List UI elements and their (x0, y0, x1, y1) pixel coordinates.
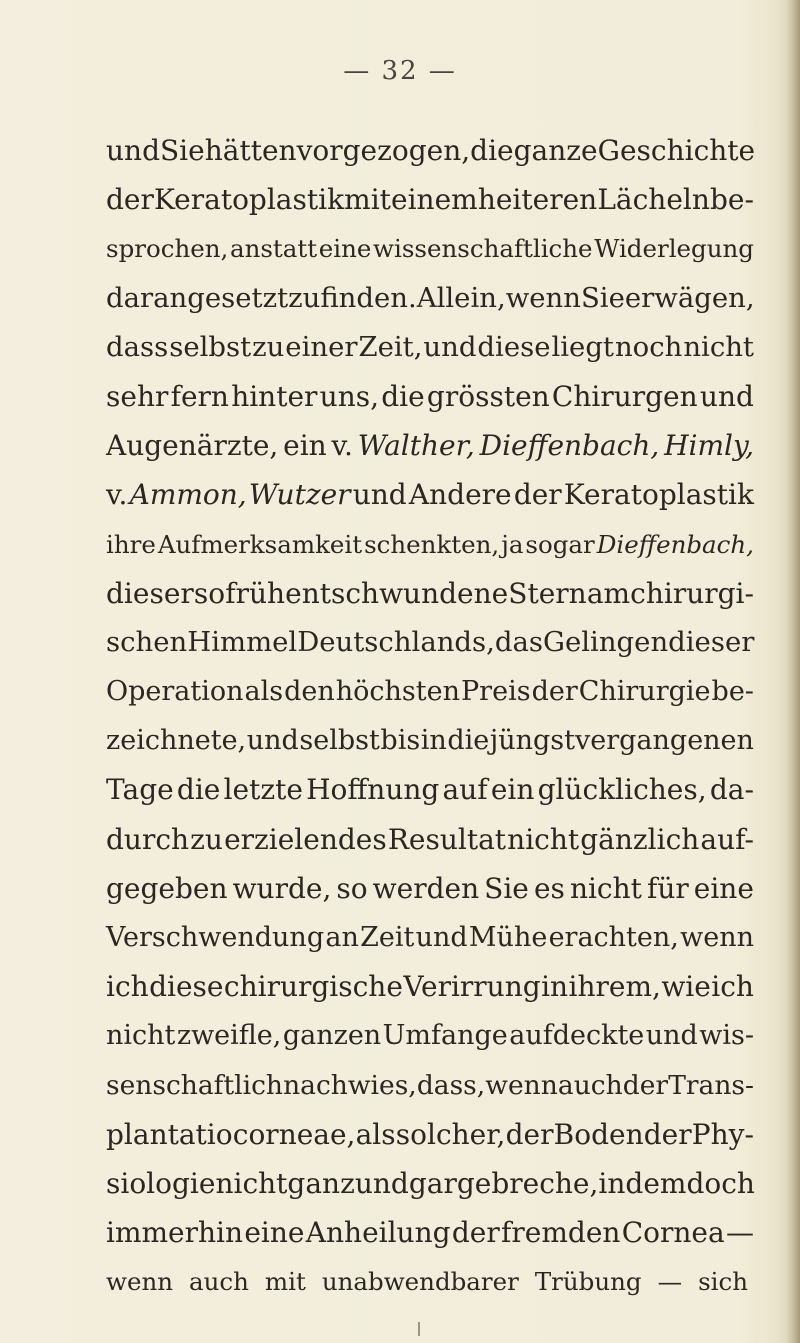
word: Keratoplastik (154, 183, 345, 217)
word: Sie (484, 871, 529, 905)
word: entschwundene (285, 576, 509, 610)
text-line (106, 716, 754, 765)
word: doch (686, 1166, 755, 1200)
word: der (106, 183, 154, 217)
word: Chirurgie (578, 676, 711, 708)
text-line (106, 126, 754, 175)
word: eine (244, 1216, 305, 1250)
text-line (106, 372, 754, 421)
word: dieser (106, 576, 194, 610)
word: Sie (580, 281, 625, 314)
word: ihre (106, 529, 156, 559)
word: und (106, 134, 160, 167)
body-text (106, 126, 754, 1307)
word: Andere (408, 478, 512, 512)
word: gar (408, 1166, 457, 1200)
word: bis (380, 725, 421, 757)
word: der (531, 676, 578, 708)
word: fern (170, 379, 229, 413)
word: das (494, 625, 544, 658)
word: Himly, (664, 429, 754, 463)
word: die (176, 773, 221, 807)
word: wenn (505, 281, 581, 314)
text-line (106, 175, 754, 224)
word: zu (288, 281, 321, 314)
paper-speck (418, 1322, 420, 1336)
word: wurde, (232, 871, 332, 905)
text-line (106, 962, 754, 1011)
word: Umfange (382, 1020, 508, 1052)
word: zweifle, (176, 1020, 282, 1052)
word: Boden (553, 1117, 644, 1151)
word: Cornea (621, 1216, 725, 1250)
word: Mühe (468, 922, 548, 953)
word: wenn (680, 922, 754, 953)
word: ein (283, 429, 327, 463)
word: chirurgi- (630, 576, 754, 610)
word: nachwies, (283, 1069, 417, 1101)
text-line (106, 618, 754, 667)
word: nicht (106, 1020, 176, 1052)
text-line (106, 421, 754, 470)
word: sprochen, (106, 234, 229, 264)
word: Zeit, (358, 330, 423, 363)
word: nicht (507, 822, 580, 856)
text-line (106, 1011, 754, 1060)
word: die (381, 379, 425, 413)
text-line (106, 470, 754, 519)
word: und (645, 1020, 698, 1052)
word: höchsten (335, 676, 461, 708)
word: zu (252, 330, 285, 363)
word: nicht (683, 330, 754, 363)
word: Trans- (668, 1069, 754, 1101)
word: Trübung (534, 1267, 642, 1297)
word: diese (149, 970, 224, 1004)
word: heiteren (477, 183, 598, 217)
word: wissenschaftliche (373, 234, 593, 264)
word: plantatio (106, 1117, 233, 1151)
word: wenn (485, 1069, 558, 1101)
page-number: — 32 — (343, 56, 457, 86)
word: chirurgische (223, 970, 403, 1004)
word: als (244, 676, 284, 708)
word: fremden (501, 1216, 621, 1250)
word: und (352, 478, 407, 512)
word: be- (711, 676, 754, 708)
word: erzielendes (224, 822, 387, 856)
word: dass (106, 330, 169, 363)
word: Ammon, (129, 478, 247, 512)
word: schen (106, 625, 188, 658)
word: Zeit (360, 922, 415, 953)
word: grössten (426, 379, 550, 413)
word: sich (698, 1267, 749, 1297)
word: mit (264, 1267, 306, 1297)
word: die (447, 725, 490, 757)
word: zeichnete, (106, 725, 247, 757)
word: aufdeckte (509, 1020, 645, 1052)
word: am (586, 576, 631, 610)
word: früh (225, 576, 286, 610)
word: uns, (319, 379, 379, 413)
word: Verschwendung (106, 922, 325, 953)
word: werden (372, 871, 480, 905)
word: eine (693, 871, 754, 905)
word: und (699, 379, 754, 413)
word: Geschichte (597, 134, 756, 167)
text-line (106, 224, 754, 273)
word: ein (490, 773, 535, 807)
word: immerhin (106, 1216, 244, 1250)
word: v. (106, 478, 128, 512)
word: es (533, 871, 565, 905)
word: auch (557, 1069, 623, 1101)
word: — (657, 1267, 683, 1297)
word: und (354, 1166, 409, 1200)
word: ihrem, (568, 970, 661, 1004)
word: hinter (231, 379, 318, 413)
word: Himmel (187, 625, 298, 658)
word: sehr (106, 379, 169, 413)
word: Gelingen (543, 625, 669, 658)
word: jüngstvergangenen (489, 725, 754, 757)
word: gebreche, (456, 1166, 599, 1200)
word: mit (344, 183, 391, 217)
word: ja (501, 529, 524, 559)
word: zu (190, 822, 223, 856)
text-line (106, 274, 754, 323)
text-line (106, 765, 754, 814)
word: an (325, 922, 359, 953)
word: letzte (223, 773, 303, 807)
word: vorgezogen, (296, 134, 471, 167)
word: der (513, 478, 562, 512)
word: Wutzer (248, 478, 351, 512)
word: wis- (699, 1020, 754, 1052)
word: gänzlich (580, 822, 700, 856)
word: durch (106, 822, 190, 856)
text-line (106, 864, 754, 913)
word: Dieffenbach, (479, 429, 660, 463)
word: Anheilung (305, 1216, 451, 1250)
word: diese (477, 330, 551, 363)
word: corneae, (232, 1117, 356, 1151)
word: senschaftlich (106, 1069, 283, 1101)
word: und (246, 725, 299, 757)
word: siologie (106, 1166, 216, 1200)
text-line (106, 815, 754, 864)
word: sogar (525, 529, 595, 559)
word: der (451, 1216, 500, 1250)
text-line (106, 1061, 754, 1110)
word: selbst (169, 330, 252, 363)
text-line (106, 1110, 754, 1159)
word: ganze (513, 134, 598, 167)
word: noch (614, 330, 683, 363)
word: anstatt (229, 234, 318, 264)
word: und (415, 922, 468, 953)
word: Lächeln (597, 183, 710, 217)
word: so (336, 871, 368, 905)
word: — (726, 1216, 754, 1250)
word: für (646, 871, 689, 905)
word: erachten, (548, 922, 679, 953)
word: wie (661, 970, 711, 1004)
word: auf- (700, 822, 754, 856)
word: Dieffenbach, (596, 529, 754, 559)
word: in (541, 970, 569, 1004)
word: Augenärzte, (106, 429, 279, 463)
word: v. (331, 429, 353, 463)
word: solcher, (395, 1117, 506, 1151)
word: Operation (106, 676, 244, 708)
text-line (106, 913, 754, 962)
word: da- (709, 773, 754, 807)
word: einer (285, 330, 358, 363)
word: liegt (551, 330, 614, 363)
word: daran (106, 281, 188, 314)
word: Allein, (416, 281, 506, 314)
word: hätten (204, 134, 297, 167)
word: Walther, (357, 429, 475, 463)
word: ganzen (282, 1020, 382, 1052)
word: nicht (215, 1166, 288, 1200)
word: Chirurgen (551, 379, 698, 413)
word: Tage (106, 773, 174, 807)
word: Preis (461, 676, 531, 708)
word: dass, (416, 1069, 486, 1101)
word: indem (598, 1166, 687, 1200)
word: Keratoplastik (563, 478, 754, 512)
word: auch (189, 1267, 249, 1297)
text-line (106, 1208, 754, 1257)
word: gesetzt (187, 281, 289, 314)
word: glückliches, (537, 773, 707, 807)
word: Phy- (691, 1117, 754, 1151)
word: be- (709, 183, 754, 217)
word: Verirrung (403, 970, 541, 1004)
text-line (106, 667, 754, 716)
word: finden. (320, 281, 417, 314)
word: auf (442, 773, 488, 807)
text-line (106, 569, 754, 618)
text-line (106, 1159, 754, 1208)
word: wenn (106, 1267, 174, 1297)
word: ich (711, 970, 754, 1004)
word: und (423, 330, 477, 363)
word: die (470, 134, 514, 167)
word: Deutschlands, (297, 625, 495, 658)
text-line (106, 1257, 754, 1306)
word: ich (106, 970, 149, 1004)
word: schenkten, (364, 529, 500, 559)
word: Sie (160, 134, 205, 167)
word: einem (391, 183, 478, 217)
word: erwägen, (624, 281, 755, 314)
word: als (355, 1117, 396, 1151)
text-line (106, 520, 754, 569)
word: selbst (299, 725, 380, 757)
word: der (622, 1069, 669, 1101)
word: der (643, 1117, 692, 1151)
page-edge-shadow (786, 0, 800, 1343)
text-line (106, 323, 754, 372)
word: in (420, 725, 447, 757)
word: ganz (287, 1166, 355, 1200)
word: unabwendbarer (321, 1267, 519, 1297)
word: eine (318, 234, 372, 264)
word: so (193, 576, 226, 610)
word: nicht (569, 871, 642, 905)
word: Stern (508, 576, 587, 610)
word: Hoffnung (306, 773, 440, 807)
word: gegeben (106, 871, 228, 905)
word: den (284, 676, 335, 708)
word: Aufmerksamkeit (157, 529, 363, 559)
word: Resultat (387, 822, 507, 856)
word: dieser (668, 625, 755, 658)
word: der (505, 1117, 554, 1151)
word: Widerlegung (594, 234, 754, 264)
